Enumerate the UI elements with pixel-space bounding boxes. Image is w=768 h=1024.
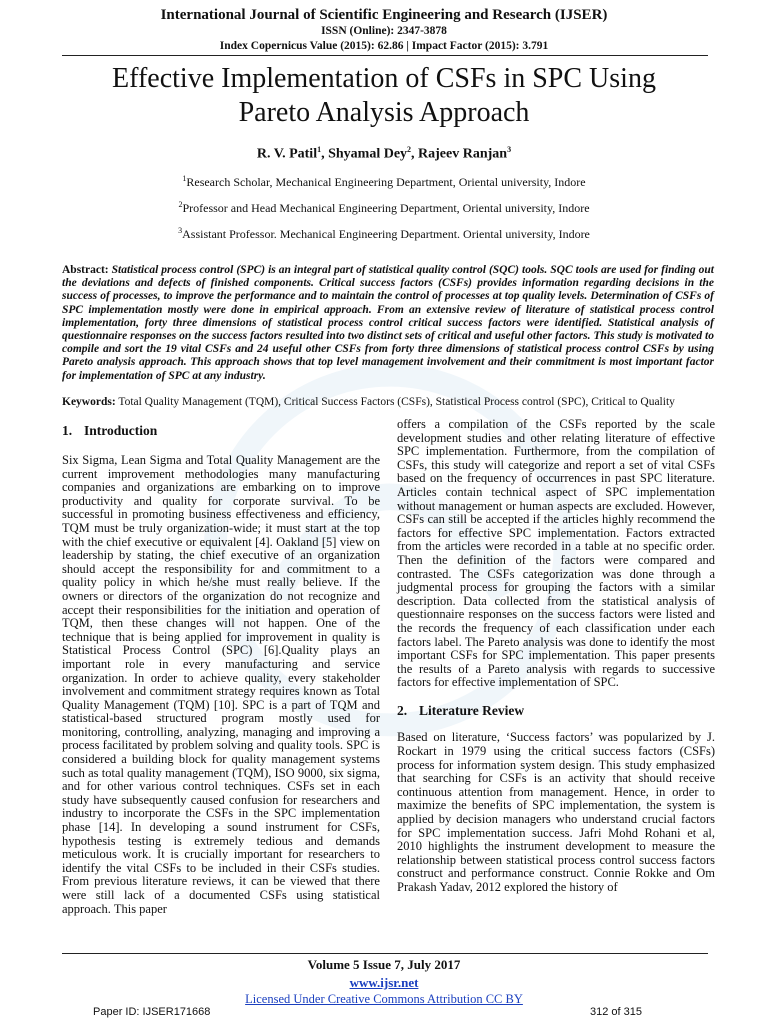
author-1-sup: 1 xyxy=(317,145,322,154)
introduction-text: Six Sigma, Lean Sigma and Total Quality Management are the current improvement methodologies many manufacturing companies and organizations are embarking on to improve productivity and quality for corporate survival. To be successful in promoting business effectiveness and efficiency, TQM must be truly organization-wide; it must start at the top with the chief executive or equivalent [4]. Oakland [5] view on leadership by stating, the chief executive of an organization should accept the responsibility for and commitment to a quality policy in which he/she must really believe. If the owners or directors of the organization do not recognize and accept their responsibilities for the initiation and operation of TQM, then these changes will not happen. One of the technique that is being applied for improvement in quality is Statistical Process Control (SPC) [6].Quality plays an important role in every manufacturing and service organization. In order to achieve quality, every stakeholder involvement and commitment strategy requires known as Total Quality Management (TQM) [10]. SPC is a part of TQM and statistical-based structured program mostly used for monitoring, controlling, analyzing, managing and improving a process facilitated by problem solving and quality tools. SPC is considered a building block for quality management systems such as total quality management (TQM), ISO 9000, six sigma, and for other various control techniques. CSFs set in each study have subsequently caused confusion for researchers and industry to incorporate the CSFs in the SPC implementation phase [14]. In developing a sound instrument for CSFs, hypothesis testing is extremely tedious and demands meticulous work. It is crucially important for researchers to identify the vital CSFs to be included in their CSFs studies. From previous literature reviews, it can be viewed that there were still lack of a documented CSFs using statistical approach. This paper xyxy=(62,453,380,916)
abstract-label: Abstract: xyxy=(62,264,109,276)
footer-divider xyxy=(62,953,708,954)
title-line-1: Effective Implementation of CSFs in SPC Using xyxy=(112,63,656,94)
author-2-sup: 2 xyxy=(407,145,412,154)
affiliation-1-text: Research Scholar, Mechanical Engineering Department, Oriental university, Indore xyxy=(186,175,586,189)
author-2: Shyamal Dey xyxy=(328,146,408,162)
keywords-text: Total Quality Management (TQM), Critical Success Factors (CSFs), Statistical Process control (SPC), Critical to Quality xyxy=(118,396,675,408)
author-1: R. V. Patil xyxy=(256,146,318,162)
index-impact: Index Copernicus Value (2015): 62.86 | Impact Factor (2015): 3.791 xyxy=(219,40,549,52)
keywords xyxy=(62,396,722,408)
header-divider xyxy=(62,55,708,56)
section-2-number: 2. xyxy=(397,702,408,718)
journal-name: International Journal of Scientific Engineering and Research (IJSER) xyxy=(160,7,608,23)
introduction-continued: offers a compilation of the CSFs reported by the scale development studies and other relating literature of effective SPC implementation. Furthermore, from the compilation of CSFs, this study will categorize and report a set of vital CSFs based on the frequency of occurrences in past SPC literature. Articles contain technical aspect of SPC implementation without management or human aspects are excluded. However, CSFs can still be accepted if the articles highly recommend the factors for effective SPC implementation. Factors extracted from the articles were recorded in a table at no specific order. Then the definition of the factors were compared and contrasted. The CSFs categorization was done through a judgmental process for grouping the factors with a similar description. Data collected from the statistical analysis of questionnaire responses on the success factors were listed and the records the frequency of each classification under each factors label. The Pareto analysis was done to identify the most important CSFs for SPC implementation. This paper presents the results of a Pareto analysis with regards to successive factors for effective implementation of SPC. xyxy=(397,417,715,690)
section-1-heading xyxy=(62,423,157,439)
author-list: R. V. Patil$^1$, Shyamal Dey$^2$, Rajeev Ranjan$^3$ xyxy=(256,145,512,162)
volume-info: Volume 5 Issue 7, July 2017 xyxy=(307,957,461,972)
title-line-2: Pareto Analysis Approach xyxy=(238,97,530,128)
abstract-text: Statistical process control (SPC) is an integral part of statistical quality control (SQC) tools. SQC tools are used for finding out the deviations and defects of finished components. Critical success factors (CSFs) provides information regarding decisions in the success of processes, to improve the performance and to maintain the control of processes at top quality levels. Determination of CSFs of SPC implementation mostly were done in empirical approach. From an extensive review of literature of statistical process control implementation, forty three dimensions of statistical process control critical success factors were identified. Statistical analysis of questionnaire responses on the success factors resulted into two distinct sets of critical and useful other factors. This study is motivated to compile and sort the 19 vital CSFs and 24 useful other CSFs from forty three dimensions of statistical process control CSFs by using Pareto analysis approach. This approach shows that top level management involvement and their commitment is most important factor for implementation of SPC at any industry. xyxy=(62,264,715,382)
author-3-sup: 3 xyxy=(507,145,512,154)
section-1-number: 1. xyxy=(62,423,73,438)
affiliation-3 xyxy=(0,226,768,242)
section-2-title: Literature Review xyxy=(419,702,525,718)
column-2 xyxy=(397,418,715,895)
issn: ISSN (Online): 2347-3878 xyxy=(321,25,447,37)
journal-url-link[interactable]: www.ijsr.net xyxy=(349,975,419,990)
affiliation-2 xyxy=(0,200,768,216)
affiliation-3-text: Assistant Professor. Mechanical Engineering Department. Oriental university, Indore xyxy=(182,227,590,241)
section-2-heading xyxy=(397,704,715,718)
keywords-label: Keywords: xyxy=(62,396,116,408)
affiliation-2-text: Professor and Head Mechanical Engineering Department, Oriental university, Indore xyxy=(182,201,590,215)
license-link[interactable]: Licensed Under Creative Commons Attribution CC BY xyxy=(245,992,523,1006)
paper-id: Paper ID: IJSER171668 xyxy=(93,1006,211,1018)
section-1-title: Introduction xyxy=(84,423,158,438)
author-3: Rajeev Ranjan xyxy=(418,146,508,162)
affiliation-3-sup: 3 xyxy=(178,226,183,235)
literature-review-text: Based on literature, ‘Success factors’ was popularized by J. Rockart in 1979 using the critical success factors (CSFs) process for information system design. This study emphasized that searching for CSFs is an activity that should receive continuous attention from management. Hence, in order to maximize the benefits of SPC implementation, the system is applied by decision managers who understand crucial factors for SPC implementation success. Jafri Mohd Rohani et al, 2010 highlights the instrument development to measure the relationship between statistical process control success factors construct and performance construct. Connie Rokke and Om Prakash Yadav, 2012 explored the history of xyxy=(397,730,715,894)
page-number: 312 of 315 xyxy=(590,1006,642,1018)
affiliation-1-sup: 1 xyxy=(182,174,187,183)
paper-title xyxy=(0,62,768,130)
affiliation-2-sup: 2 xyxy=(178,200,183,209)
abstract xyxy=(62,264,714,383)
affiliation-1 xyxy=(0,174,768,190)
